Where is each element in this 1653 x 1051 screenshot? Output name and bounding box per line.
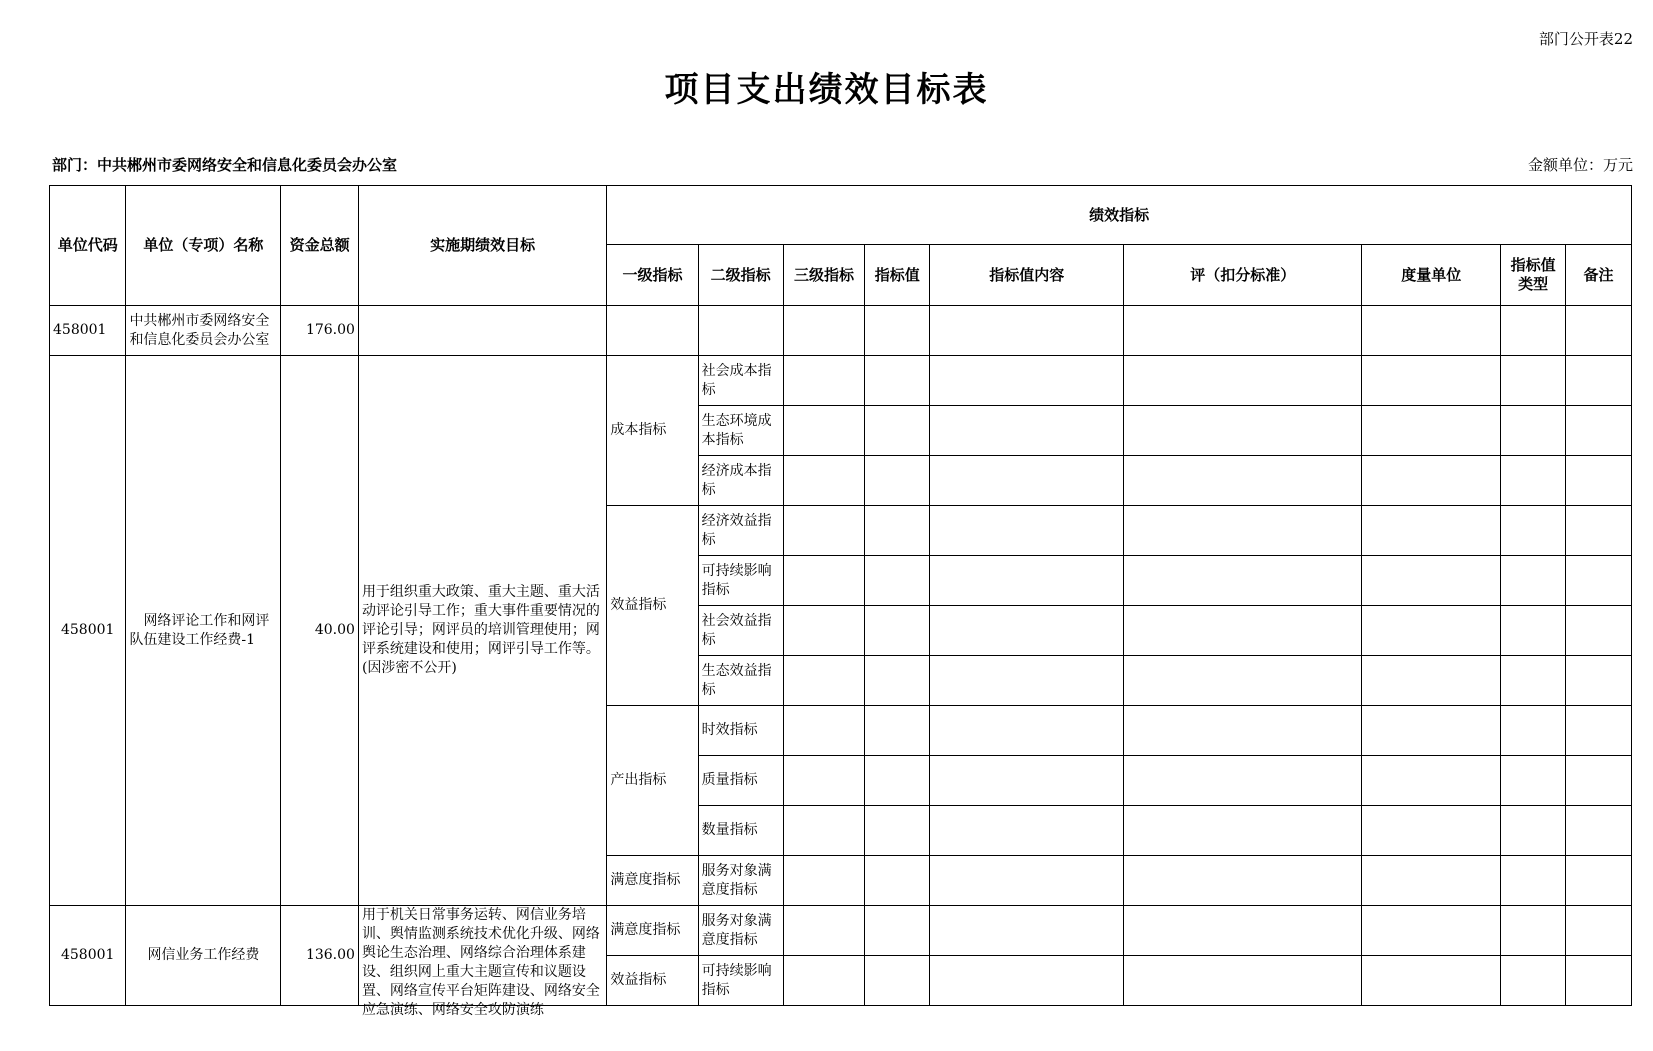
- header-value-content: 指标值内容: [930, 245, 1124, 306]
- goal-text: 用于机关日常事务运转、网信业务培训、舆情监测系统技术优化升级、网络舆论生态治理、网络综合治理体系建设、组织网上重大主题宣传和议题设置、网络宣传平台矩阵建设、网络安全应急演练、网络安全攻防演练: [361, 907, 600, 1018]
- level1-cell: 满意度指标: [607, 856, 698, 906]
- header-level1: 一级指标: [607, 245, 698, 306]
- header-goal: 实施期绩效目标: [358, 186, 606, 306]
- header-unit-name: 单位（专项）名称: [126, 186, 281, 306]
- level1-cell: 产出指标: [607, 706, 698, 856]
- amount-cell: 40.00: [281, 356, 359, 906]
- header-unit-code: 单位代码: [50, 186, 126, 306]
- header-criteria: 评（扣分标准）: [1124, 245, 1362, 306]
- goal-cell: [358, 306, 606, 356]
- level2-cell: 质量指标: [698, 756, 783, 806]
- header-level3: 三级指标: [783, 245, 865, 306]
- level1-cell: 效益指标: [607, 506, 698, 706]
- header-indicators: 绩效指标: [607, 186, 1632, 245]
- level1-cell: 满意度指标: [607, 906, 698, 956]
- header-measure-unit: 度量单位: [1362, 245, 1501, 306]
- header-value: 指标值: [865, 245, 930, 306]
- table-row: [50, 906, 1632, 956]
- header-remarks: 备注: [1566, 245, 1632, 306]
- level2-cell: 服务对象满意度指标: [698, 906, 783, 956]
- table-row: [50, 356, 1632, 406]
- level1-cell: 成本指标: [607, 356, 698, 506]
- level2-cell: 可持续影响指标: [698, 556, 783, 606]
- amount-cell: 136.00: [281, 906, 359, 1006]
- unit-name-cell: 网信业务工作经费: [126, 906, 281, 1006]
- unit-name-cell: 中共郴州市委网络安全和信息化委员会办公室: [126, 306, 281, 356]
- unit-code-cell: 458001: [50, 906, 126, 1006]
- document-title: 项目支出绩效目标表: [664, 70, 989, 110]
- level2-cell: 生态环境成本指标: [698, 406, 783, 456]
- department-label: 部门：中共郴州市委网络安全和信息化委员会办公室: [52, 156, 398, 174]
- level2-cell: 生态效益指标: [698, 656, 783, 706]
- level2-cell: 社会成本指标: [698, 356, 783, 406]
- level2-cell: 时效指标: [698, 706, 783, 756]
- header-total-funds: 资金总额: [281, 186, 359, 306]
- performance-target-table: [49, 185, 1632, 1018]
- level2-cell: 经济成本指标: [698, 456, 783, 506]
- amount-cell: 176.00: [281, 306, 359, 356]
- unit-code-cell: 458001: [50, 356, 126, 906]
- level2-cell: 社会效益指标: [698, 606, 783, 656]
- goal-cell: [358, 906, 606, 1018]
- level1-cell: 效益指标: [607, 956, 698, 1006]
- form-code: 部门公开表22: [1538, 30, 1633, 48]
- table-row: [50, 306, 1632, 356]
- level2-cell: 服务对象满意度指标: [698, 856, 783, 906]
- level2-cell: 可持续影响指标: [698, 956, 783, 1006]
- amount-unit-label: 金额单位：万元: [1527, 156, 1633, 174]
- level2-cell: 经济效益指标: [698, 506, 783, 556]
- level2-cell: 数量指标: [698, 806, 783, 856]
- header-value-type: 指标值类型: [1501, 245, 1566, 306]
- header-level2: 二级指标: [698, 245, 783, 306]
- unit-code-cell: 458001: [50, 306, 126, 356]
- goal-cell: 用于组织重大政策、重大主题、重大活动评论引导工作；重大事件重要情况的评论引导；网评员的培训管理使用；网评系统建设和使用；网评引导工作等。(因涉密不公开): [358, 356, 606, 906]
- unit-name-cell: 网络评论工作和网评队伍建设工作经费-1: [126, 356, 281, 906]
